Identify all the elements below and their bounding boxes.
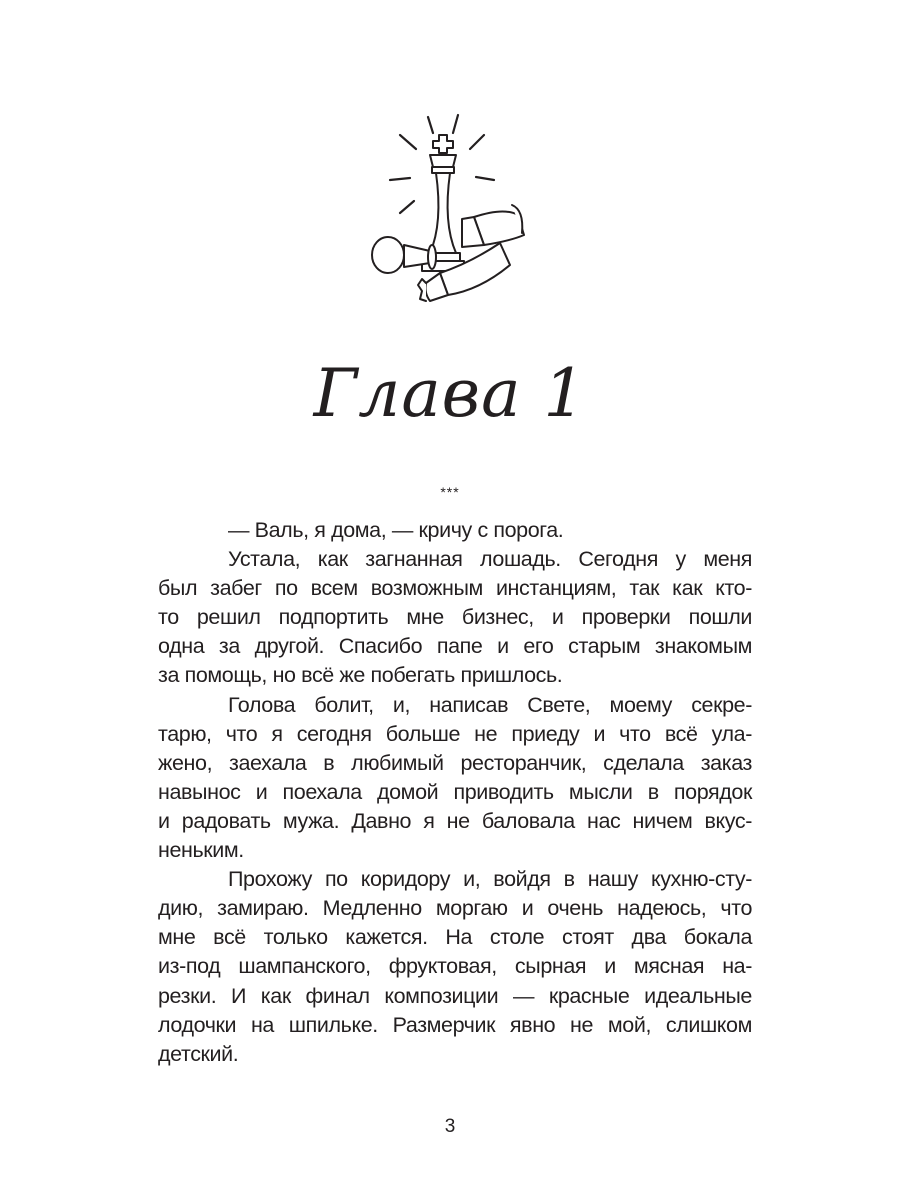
chapter-title: Глава 1 [313,355,587,432]
text-line: тарю, что я сегодня больше не приеду и что всё ула- [158,721,752,746]
body-text [158,516,752,1069]
text-line: лодочки на шпильке. Размерчик явно не мой, слишком [158,1012,752,1037]
text-line: то решил подпортить мне бизнес, и проверки пошли [158,605,752,630]
text-line: Прохожу по коридору и, войдя в нашу кухню-сту- [228,867,752,892]
text-line: жено, заехала в любимый ресторанчик, сделала заказ [158,750,752,775]
text-line: был забег по всем возможным инстанциям, так как кто- [158,576,752,601]
text-line: Голова болит, и, написав Свете, моему секре- [228,692,752,717]
page-number: 3 [444,1116,456,1137]
section-separator: *** [440,484,460,500]
text-line: из-под шампанского, фруктовая, сырная и мясная на- [158,954,752,979]
chess-pieces-icon [360,105,540,315]
text-line: дию, замираю. Медленно моргаю и очень надеюсь, что [158,896,752,921]
text-line: навынос и поехала домой приводить мысли в порядок [158,779,752,804]
text-line: — Валь, я дома, — кричу с порога. [228,518,564,542]
text-line: и радовать мужа. Давно я не баловала нас ничем вкус- [158,808,752,833]
text-line: детский. [158,1041,239,1066]
text-line: мне всё только кажется. На столе стоят два бокала [158,925,752,950]
text-line: Устала, как загнанная лошадь. Сегодня у меня [228,547,752,572]
text-line: одна за другой. Спасибо папе и его старым знакомым [158,634,752,659]
text-line: за помощь, но всё же побегать пришлось. [158,663,563,688]
text-line: резки. И как финал композиции — красные идеальные [158,983,752,1008]
text-line: неньким. [158,838,244,863]
